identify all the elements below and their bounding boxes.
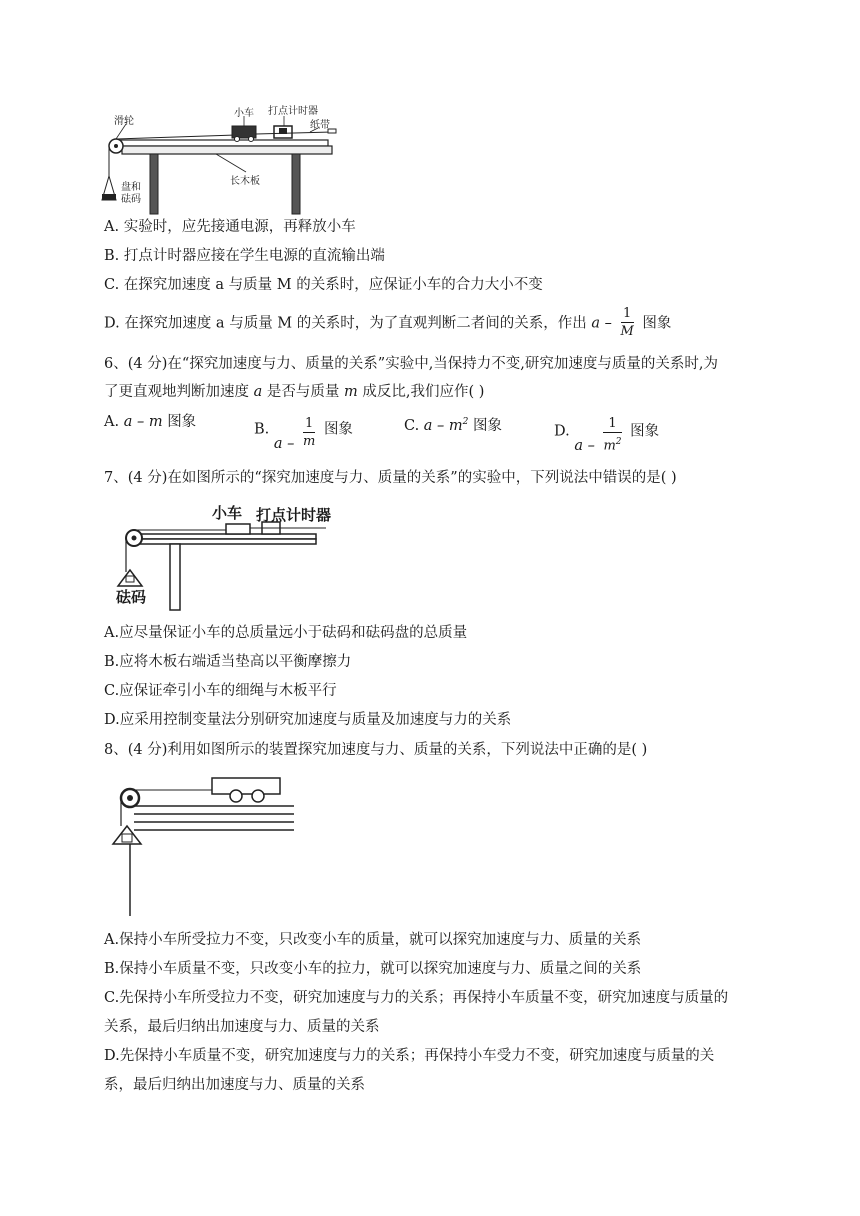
q6-c-sup: 2 [462, 417, 469, 427]
q6-a-suffix: 图象 [167, 414, 197, 430]
q6-b-label: B. [254, 421, 270, 438]
q6-stem-part-b: 是否与质量 [266, 384, 340, 400]
q5-option-d [104, 306, 671, 341]
label-timer-2: 打点计时器 [256, 506, 332, 524]
figure-apparatus-3 [108, 770, 308, 918]
q8-option-a: A.保持小车所受拉力不变，只改变小车的质量，就可以探究加速度与力、质量的关系 [104, 932, 642, 948]
q5-d-fraction [621, 306, 634, 341]
q6-option-d [554, 412, 660, 454]
q5-option-b: B. 打点计时器应接在学生电源的直流输出端 [104, 248, 385, 264]
label-timer: 打点计时器 [268, 106, 318, 117]
q7-option-d: D.应采用控制变量法分别研究加速度与质量及加速度与力的关系 [104, 712, 512, 728]
label-car-2: 小车 [212, 504, 243, 522]
apparatus-3-drawing [108, 770, 308, 918]
q6-d-var: a – [574, 437, 595, 454]
q6-c-suffix: 图象 [473, 417, 503, 434]
q6-b-den: m [303, 434, 316, 449]
q6-b-var: a – [273, 435, 295, 452]
q5-option-a: A. 实验时，应先接通电源，再释放小车 [104, 219, 356, 235]
q6-stem-part-a: 了更直观地判断加速度 [104, 384, 249, 400]
q6-d-fraction [603, 416, 621, 455]
q6-d-suffix: 图象 [630, 423, 660, 440]
q6-a-expr: a – m [123, 414, 163, 430]
q6-b-num: 1 [303, 416, 315, 433]
q5-option-c: C. 在探究加速度 a 与质量 M 的关系时，应保证小车的合力大小不变 [104, 277, 543, 293]
q6-options [104, 412, 764, 452]
label-weights-3: 砝码 [116, 588, 147, 606]
q6-stem-line2 [104, 382, 484, 402]
label-pulley: 滑轮 [114, 116, 134, 127]
q6-stem-part-c: 成反比,我们应作( ) [362, 384, 485, 400]
q6-option-c [404, 412, 502, 436]
q6-d-den-base: m [603, 438, 616, 454]
label-car: 小车 [234, 108, 254, 119]
q6-c-expr: a – m [423, 417, 463, 434]
label-tape: 纸带 [310, 120, 330, 131]
q6-d-den-sup: 2 [615, 437, 622, 447]
q6-d-label: D. [554, 423, 570, 440]
q6-option-a [104, 412, 196, 432]
label-weights-2: 砝码 [121, 194, 141, 205]
q8-option-b: B.保持小车质量不变，只改变小车的拉力，就可以探究加速度与力、质量之间的关系 [104, 961, 642, 977]
q7-option-c: C.应保证牵引小车的细绳与木板平行 [104, 683, 337, 699]
q6-b-suffix: 图象 [323, 421, 353, 438]
q5-d-num: 1 [621, 306, 634, 323]
q6-option-b [254, 412, 353, 452]
q6-var-m: m [343, 384, 358, 400]
q8-stem: 8、(4 分)利用如图所示的装置探究加速度与力、质量的关系，下列说法中正确的是( ) [104, 742, 648, 758]
q8-option-d-line2: 系，最后归纳出加速度与力、质量的关系 [104, 1077, 365, 1093]
q7-stem: 7、(4 分)在如图所示的“探究加速度与力、质量的关系”的实验中，下列说法中错误的是( ) [104, 470, 677, 486]
figure-apparatus-2 [116, 500, 346, 612]
q7-option-a: A.应尽量保证小车的总质量远小于砝码和砝码盘的总质量 [104, 625, 468, 641]
figure-apparatus-1 [96, 96, 346, 216]
q6-b-fraction [303, 416, 315, 451]
q7-option-b: B.应将木板右端适当垫高以平衡摩擦力 [104, 654, 352, 670]
q6-c-label: C. [404, 417, 420, 434]
q5-d-var: a – [591, 315, 612, 332]
q5-d-prefix: D. 在探究加速度 a 与质量 M 的关系时，为了直观判断二者间的关系，作出 [104, 315, 587, 332]
label-weights-1: 盘和 [121, 182, 141, 193]
q6-a-label: A. [104, 414, 120, 430]
q8-option-c-line1: C.先保持小车所受拉力不变，研究加速度与力的关系；再保持小车质量不变，研究加速度与质量的 [104, 990, 729, 1006]
q5-d-suffix: 图象 [642, 315, 672, 332]
q6-var-a: a [253, 384, 263, 400]
q6-stem-line1: 6、(4 分)在“探究加速度与力、质量的关系”实验中,当保持力不变,研究加速度与质量的关系时,为 [104, 356, 719, 372]
q8-option-d-line1: D.先保持小车质量不变，研究加速度与力的关系；再保持小车受力不变，研究加速度与质量的关 [104, 1048, 715, 1064]
label-board: 长木板 [230, 176, 260, 187]
q5-d-den: M [620, 324, 634, 339]
q8-option-c-line2: 关系，最后归纳出加速度与力、质量的关系 [104, 1019, 380, 1035]
q6-d-num: 1 [603, 416, 621, 433]
q6-d-den [603, 433, 621, 455]
